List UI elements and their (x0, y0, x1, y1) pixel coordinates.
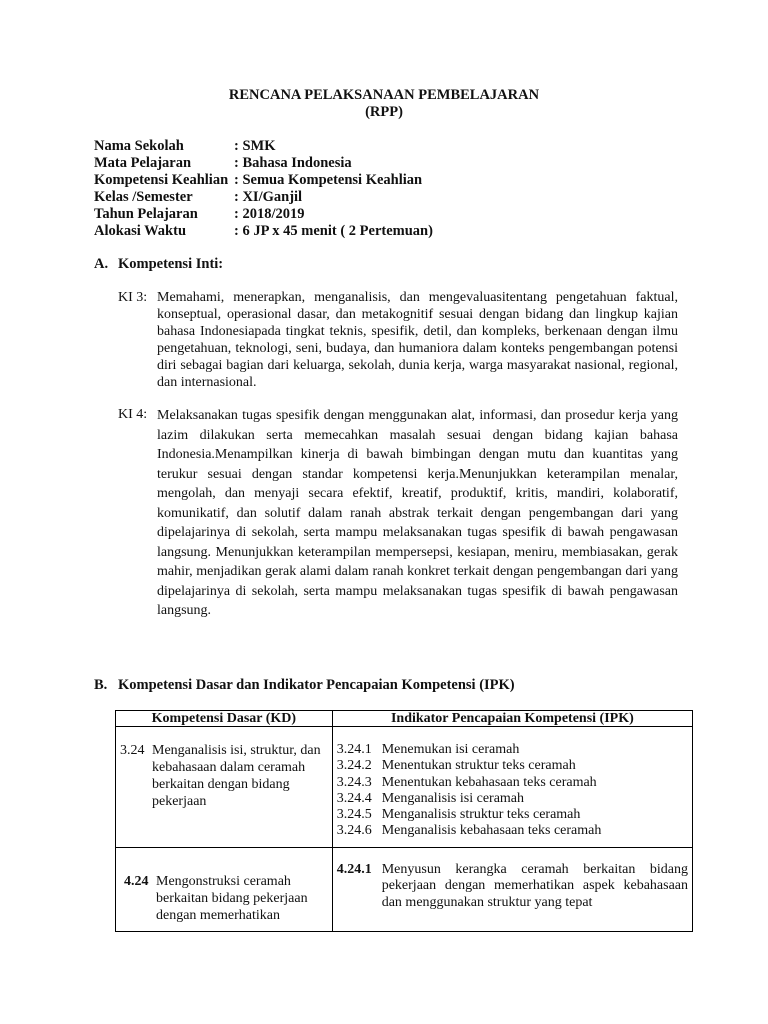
ipk-code: 3.24.5 (336, 807, 372, 823)
section-number: A. (94, 256, 109, 272)
identity-row (94, 172, 422, 189)
identity-label: Nama Sekolah (94, 138, 184, 154)
ipk-entry (337, 758, 688, 774)
ipk-entry (337, 862, 688, 911)
ipk-entry (337, 791, 688, 807)
kd-entry (120, 742, 328, 810)
kd-text: Mengonstruksi ceramah berkaitan bidang pekerjaan dengan memerhatikan (156, 874, 308, 923)
section-b-heading (94, 677, 515, 694)
column-header: Indikator Pencapaian Kompetensi (IPK) (332, 711, 692, 727)
ipk-text: Menyusun kerangka ceramah berkaitan bidang pekerjaan dengan memerhatikan aspek kebahasaan dan menggunakan struktur yang tepat (381, 862, 688, 910)
ipk-text: Menemukan isi ceramah (381, 742, 520, 757)
identity-label: Kelas /Semester (94, 189, 193, 205)
identity-value: : 2018/2019 (234, 206, 305, 222)
identity-value: : SMK (234, 138, 276, 154)
document-title: RENCANA PELAKSANAAN PEMBELAJARAN (228, 87, 540, 103)
table-row (116, 848, 693, 932)
identity-value: : Semua Kompetensi Keahlian (234, 172, 423, 188)
kd-ipk-table (115, 710, 693, 932)
ipk-code: 3.24.1 (336, 742, 372, 757)
ipk-text: Menentukan kebahasaan teks ceramah (381, 774, 597, 790)
identity-label: Tahun Pelajaran (94, 206, 198, 222)
kd-cell (116, 727, 333, 848)
ipk-text: Menganalisis kebahasaan teks ceramah (381, 823, 602, 839)
identity-value: : XI/Ganjil (234, 189, 303, 205)
ipk-entry (337, 807, 688, 823)
identity-row (94, 223, 433, 240)
ipk-code: 3.24.6 (336, 823, 372, 839)
kd-code: 4.24 (124, 874, 149, 889)
identity-label: Mata Pelajaran (94, 155, 192, 171)
section-number: B. (94, 677, 108, 693)
ipk-cell (332, 727, 692, 848)
document-subtitle: (RPP) (365, 104, 403, 120)
section-title: Kompetensi Dasar dan Indikator Pencapaian Kompetensi (IPK) (118, 677, 515, 693)
section-a-heading (94, 256, 223, 273)
ipk-code: 3.24.3 (336, 774, 372, 790)
identity-label: Kompetensi Keahlian (94, 172, 229, 188)
identity-row (94, 206, 304, 223)
ipk-entry (337, 742, 688, 758)
ki-code: KI 4: (118, 407, 148, 422)
ipk-text: Menganalisis isi ceramah (381, 790, 525, 806)
identity-row (94, 138, 275, 155)
kd-code: 3.24 (120, 743, 145, 758)
ipk-code: 3.24.4 (336, 790, 372, 806)
column-header: Kompetensi Dasar (KD) (116, 711, 333, 727)
ki-code: KI 3: (118, 290, 148, 305)
kd-text: Menganalisis isi, struktur, dan kebahasaan dalam ceramah berkaitan dengan bidang pekerjaan (152, 743, 321, 809)
kd-cell (116, 848, 333, 932)
ipk-text: Menganalisis struktur teks ceramah (381, 807, 581, 823)
identity-row (94, 155, 352, 172)
kd-entry (120, 873, 328, 924)
ipk-entry (337, 775, 688, 791)
ipk-entry (337, 823, 688, 839)
identity-value: : Bahasa Indonesia (234, 155, 352, 171)
table-header-row (116, 711, 693, 727)
ki-text: Melaksanakan tugas spesifik dengan menggunakan alat, informasi, dan prosedur kerja yang lazim dilakukan serta memecahkan masalah sesuai dengan bidang kajian bahasa Indonesia.Menampilkan kinerja di bawah bimbingan dengan mutu dan kuantitas yang terukur sesuai dengan standar kompetensi kerja.Menunjukkan keterampilan menalar, mengolah, dan menyaji secara efektif, kreatif, produktif, kritis, mandiri, kolaboratif, komunikatif, dan solutif dalam ranah abstrak terkait dengan pengembangan dari yang dipelajarinya di sekolah, serta mampu melaksanakan tugas spesifik di bawah pengawasan langsung. Menunjukkan keterampilan mempersepsi, kesiapan, meniru, membiasakan, gerak mahir, menjadikan gerak alami dalam ranah konkret terkait dengan pengembangan dari yang dipelajarinya di sekolah, serta mampu melaksanakan tugas spesifik di bawah pengawasan langsung. (157, 408, 678, 618)
table-row (116, 727, 693, 848)
identity-value: : 6 JP x 45 menit ( 2 Pertemuan) (234, 223, 433, 239)
ipk-code: 4.24.1 (336, 862, 372, 877)
ipk-text: Menentukan struktur teks ceramah (381, 758, 576, 774)
ipk-cell (332, 848, 692, 932)
section-title: Kompetensi Inti: (118, 256, 224, 272)
ki4-paragraph (118, 406, 678, 621)
ipk-code: 3.24.2 (336, 758, 372, 774)
identity-row (94, 189, 302, 206)
identity-label: Alokasi Waktu (94, 223, 187, 239)
ki-text: Memahami, menerapkan, menganalisis, dan mengevaluasitentang pengetahuan faktual, konseptual, operasional dasar, dan metakognitif sesuai dengan bidang dan lingkup kajian bahasa Indonesiapada tingkat teknis, spesifik, detil, dan kompleks, berkenaan dengan ilmu pengetahuan, teknologi, seni, budaya, dan humaniora dalam konteks pengembangan potensi diri sebagai bagian dari keluarga, sekolah, dunia kerja, warga masyarakat nasional, regional, dan internasional. (157, 290, 678, 390)
ki3-paragraph (118, 289, 678, 391)
